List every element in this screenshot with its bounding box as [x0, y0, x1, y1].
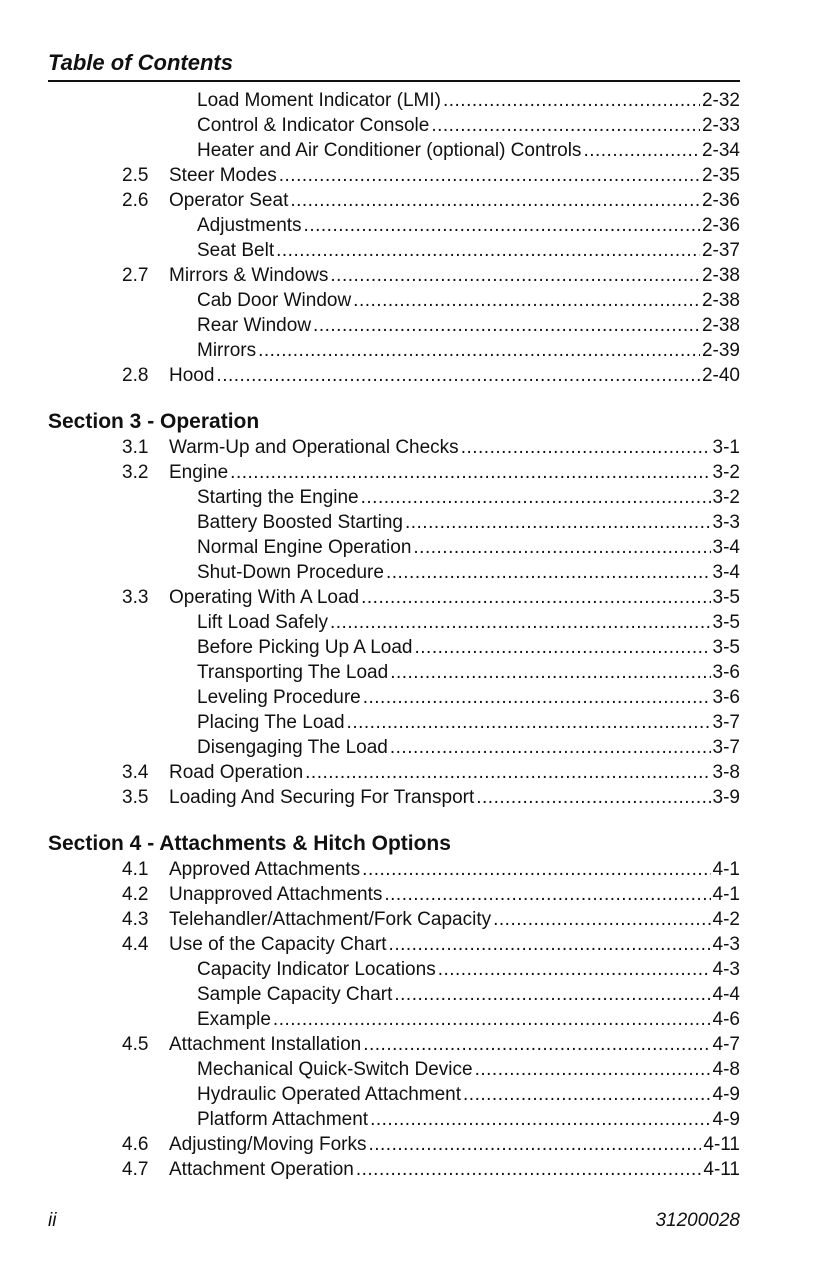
toc-entry-label: Mirrors & Windows [169, 265, 329, 286]
toc-entry[interactable] [48, 982, 740, 1007]
toc-entry-page: 3-3 [712, 512, 740, 533]
toc-entry[interactable] [48, 138, 740, 163]
toc-entry-number: 3.4 [122, 762, 149, 783]
toc-entry-page: 3-6 [712, 687, 740, 708]
toc-entry-page: 2-35 [701, 165, 740, 186]
toc-entry-label: Leveling Procedure [197, 687, 361, 708]
toc-entry-number: 4.7 [122, 1159, 149, 1180]
leader-dots [290, 188, 700, 213]
toc-entry[interactable] [48, 213, 740, 238]
leader-dots [389, 932, 711, 957]
toc-entry-label: Rear Window [197, 315, 312, 336]
toc-entry-label: Use of the Capacity Chart [169, 934, 387, 955]
toc-entry-page: 4-1 [712, 884, 740, 905]
leader-dots [279, 163, 700, 188]
toc-entry-number: 4.3 [122, 909, 149, 930]
leader-dots [330, 610, 711, 635]
leader-dots [390, 660, 710, 685]
toc-entry[interactable] [48, 363, 740, 388]
toc-entry[interactable] [48, 1057, 740, 1082]
toc-entry-label: Road Operation [169, 762, 304, 783]
toc-entry-label: Hydraulic Operated Attachment [197, 1084, 462, 1105]
toc-entry-number: 2.8 [122, 365, 149, 386]
toc-entry-label: Engine [169, 462, 229, 483]
toc-entry-label: Operating With A Load [169, 587, 360, 608]
toc-entry-label: Platform Attachment [197, 1109, 369, 1130]
toc-entry-page: 2-38 [701, 315, 740, 336]
toc-entry-label: Adjustments [197, 215, 302, 236]
toc-entry-page: 4-1 [712, 859, 740, 880]
toc-entry-number: 3.1 [122, 437, 149, 458]
toc-entry-page: 3-2 [712, 462, 740, 483]
toc-entry[interactable] [48, 585, 740, 610]
leader-dots [313, 313, 700, 338]
toc-entry-page: 3-9 [712, 787, 740, 808]
toc-entry-page: 3-5 [712, 637, 740, 658]
toc-entry-page: 3-7 [712, 737, 740, 758]
toc-entry[interactable] [48, 735, 740, 760]
toc-entry-page: 4-9 [712, 1084, 740, 1105]
toc-entry-label: Approved Attachments [169, 859, 361, 880]
toc-entry-label: Lift Load Safely [197, 612, 328, 633]
toc-entry-page: 4-3 [712, 959, 740, 980]
toc-entry-page: 3-6 [712, 662, 740, 683]
toc-entry-page: 3-4 [712, 537, 740, 558]
toc-entry-page: 2-39 [701, 340, 740, 361]
leader-dots [384, 882, 710, 907]
toc-entry[interactable] [48, 288, 740, 313]
leader-dots [258, 338, 700, 363]
toc-entry[interactable] [48, 1107, 740, 1132]
toc-entry-number: 3.2 [122, 462, 149, 483]
leader-dots [305, 760, 710, 785]
toc-entry-label: Steer Modes [169, 165, 277, 186]
toc-entry[interactable] [48, 635, 740, 660]
leader-dots [362, 857, 710, 882]
toc-entry-label: Example [197, 1009, 271, 1030]
toc-entry[interactable] [48, 857, 740, 882]
toc-entry-page: 4-11 [703, 1159, 740, 1180]
leader-dots [475, 1057, 711, 1082]
toc-entry[interactable] [48, 560, 740, 585]
leader-dots [363, 1032, 710, 1057]
leader-dots [414, 635, 710, 660]
leader-dots [405, 510, 711, 535]
toc-entry-label: Shut-Down Procedure [197, 562, 384, 583]
leader-dots [370, 1107, 710, 1132]
toc-entry[interactable] [48, 338, 740, 363]
toc-entry-label: Sample Capacity Chart [197, 984, 393, 1005]
toc-entry-label: Control & Indicator Console [197, 115, 430, 136]
toc-entry[interactable] [48, 1082, 740, 1107]
toc-entry-page: 3-5 [712, 587, 740, 608]
toc-entry-label: Seat Belt [197, 240, 275, 261]
toc-entry-page: 4-11 [703, 1134, 740, 1155]
toc-entry-label: Battery Boosted Starting [197, 512, 403, 533]
section-heading: Section 3 - Operation [48, 410, 260, 433]
leader-dots [476, 785, 710, 810]
leader-dots [390, 735, 711, 760]
toc-entry[interactable] [48, 88, 740, 113]
toc-entry[interactable] [48, 535, 740, 560]
toc-entry-label: Heater and Air Conditioner (optional) Controls [197, 140, 582, 161]
toc-entry[interactable] [48, 435, 740, 460]
toc-entry[interactable] [48, 1157, 740, 1182]
toc-entry[interactable] [48, 113, 740, 138]
toc-entry[interactable] [48, 263, 740, 288]
toc-entry[interactable] [48, 785, 740, 810]
toc-entry-label: Starting the Engine [197, 487, 359, 508]
toc-entry-label: Mechanical Quick-Switch Device [197, 1059, 473, 1080]
leader-dots [273, 1007, 711, 1032]
toc-entry[interactable] [48, 485, 740, 510]
toc-entry-number: 2.5 [122, 165, 149, 186]
toc-entry[interactable] [48, 460, 740, 485]
toc-entry-label: Unapproved Attachments [169, 884, 383, 905]
leader-dots [361, 585, 710, 610]
toc-entry[interactable] [48, 510, 740, 535]
toc-entry-page: 4-9 [712, 1109, 740, 1130]
toc-entry[interactable] [48, 163, 740, 188]
leader-dots [443, 88, 700, 113]
toc-entry-number: 4.1 [122, 859, 149, 880]
toc-entry-page: 4-2 [712, 909, 740, 930]
leader-dots [361, 485, 711, 510]
leader-dots [413, 535, 710, 560]
toc-entry[interactable] [48, 882, 740, 907]
leader-dots [363, 685, 711, 710]
leader-dots [330, 263, 700, 288]
toc-entry-label: Hood [169, 365, 215, 386]
toc-entry-number: 4.2 [122, 884, 149, 905]
leader-dots [583, 138, 700, 163]
toc-entry-page: 3-8 [712, 762, 740, 783]
toc-entry[interactable] [48, 685, 740, 710]
toc-entry-page: 3-1 [712, 437, 740, 458]
toc-entry-label: Loading And Securing For Transport [169, 787, 475, 808]
leader-dots [438, 957, 711, 982]
table-of-contents [48, 88, 740, 1182]
toc-entry[interactable] [48, 932, 740, 957]
toc-entry-label: Attachment Installation [169, 1034, 362, 1055]
toc-entry[interactable] [48, 610, 740, 635]
toc-entry-label: Capacity Indicator Locations [197, 959, 436, 980]
toc-entry-label: Normal Engine Operation [197, 537, 412, 558]
toc-entry-number: 4.5 [122, 1034, 149, 1055]
toc-entry[interactable] [48, 907, 740, 932]
toc-entry[interactable] [48, 957, 740, 982]
toc-entry-number: 4.6 [122, 1134, 149, 1155]
toc-entry[interactable] [48, 313, 740, 338]
toc-entry-page: 2-37 [701, 240, 740, 261]
leader-dots [461, 435, 711, 460]
leader-dots [304, 213, 700, 238]
page-title: Table of Contents [48, 50, 233, 75]
toc-entry-page: 3-4 [712, 562, 740, 583]
toc-entry-label: Before Picking Up A Load [197, 637, 413, 658]
toc-entry-page: 2-33 [701, 115, 740, 136]
toc-entry-label: Operator Seat [169, 190, 289, 211]
toc-entry[interactable] [48, 1007, 740, 1032]
header-divider [48, 80, 740, 82]
leader-dots [394, 982, 710, 1007]
toc-entry-page: 2-36 [701, 190, 740, 211]
toc-entry-page: 2-38 [701, 290, 740, 311]
toc-entry-label: Disengaging The Load [197, 737, 388, 758]
toc-entry-label: Mirrors [197, 340, 257, 361]
toc-entry-page: 4-7 [712, 1034, 740, 1055]
toc-entry-label: Attachment Operation [169, 1159, 354, 1180]
toc-entry-page: 3-5 [712, 612, 740, 633]
leader-dots [493, 907, 710, 932]
toc-entry[interactable] [48, 238, 740, 263]
footer-document-number: 31200028 [655, 1210, 740, 1231]
toc-entry-number: 2.7 [122, 265, 149, 286]
toc-entry-page: 2-40 [701, 365, 740, 386]
toc-entry-number: 2.6 [122, 190, 149, 211]
toc-entry[interactable] [48, 760, 740, 785]
toc-entry-page: 2-36 [701, 215, 740, 236]
toc-entry-label: Telehandler/Attachment/Fork Capacity [169, 909, 492, 930]
toc-entry[interactable] [48, 1132, 740, 1157]
leader-dots [230, 460, 710, 485]
leader-dots [463, 1082, 711, 1107]
toc-entry-page: 3-7 [712, 712, 740, 733]
toc-entry-number: 3.5 [122, 787, 149, 808]
toc-entry-page: 4-3 [712, 934, 740, 955]
leader-dots [368, 1132, 701, 1157]
toc-entry-page: 2-34 [701, 140, 740, 161]
leader-dots [216, 363, 700, 388]
toc-entry-page: 2-32 [701, 90, 740, 111]
toc-entry-page: 3-2 [712, 487, 740, 508]
leader-dots [356, 1157, 702, 1182]
toc-entry[interactable] [48, 188, 740, 213]
toc-entry-number: 3.3 [122, 587, 149, 608]
toc-entry-label: Transporting The Load [197, 662, 389, 683]
footer-page-number: ii [48, 1210, 57, 1231]
toc-entry-page: 4-8 [712, 1059, 740, 1080]
section-heading: Section 4 - Attachments & Hitch Options [48, 832, 451, 855]
toc-entry[interactable] [48, 1032, 740, 1057]
toc-entry-page: 4-6 [712, 1009, 740, 1030]
toc-entry-label: Adjusting/Moving Forks [169, 1134, 367, 1155]
leader-dots [353, 288, 700, 313]
toc-entry-number: 4.4 [122, 934, 149, 955]
leader-dots [431, 113, 700, 138]
toc-entry-label: Placing The Load [197, 712, 345, 733]
toc-entry[interactable] [48, 710, 740, 735]
toc-entry-label: Load Moment Indicator (LMI) [197, 90, 441, 111]
toc-entry[interactable] [48, 660, 740, 685]
toc-entry-label: Warm-Up and Operational Checks [169, 437, 459, 458]
toc-entry-label: Cab Door Window [197, 290, 352, 311]
leader-dots [386, 560, 711, 585]
toc-entry-page: 2-38 [701, 265, 740, 286]
leader-dots [276, 238, 700, 263]
toc-entry-page: 4-4 [712, 984, 740, 1005]
leader-dots [347, 710, 711, 735]
